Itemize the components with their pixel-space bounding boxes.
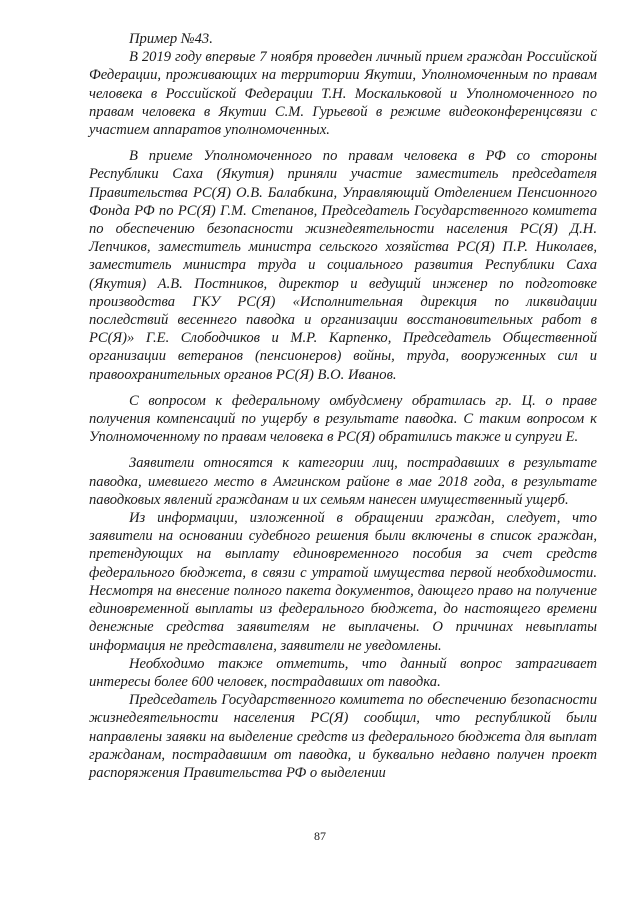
- document-body: [89, 30, 597, 782]
- page-number: 87: [314, 829, 326, 843]
- paragraph-5: Из информации, изложенной в обращении граждан, следует, что заявители на основании судебного решения были включены в список граждан, претендующих на выплату единовременного пособия за счет средств федерального бюджета, в связи с утратой имущества первой необходимости. Несмотря на внесение полного пакета документов, дающего право на получение единовременной выплаты из федерального бюджета, до настоящего времени денежные средства заявителям не выплачены. О причинах невыплаты информация не представлена, заявители не уведомлены.: [89, 510, 597, 654]
- paragraph-4: Заявители относятся к категории лиц, пострадавших в результате паводка, имевшего место в Амгинском районе в мае 2018 года, в результате паводковых явлений гражданам и их семьям нанесен имущественный ущерб.: [89, 455, 597, 508]
- paragraph-3: С вопросом к федеральному омбудсмену обратилась гр. Ц. о праве получения компенсаций по ущербу в результате паводка. С таким вопросом к Уполномоченному по правам человека в РС(Я) обратились также и супруги Е.: [89, 392, 597, 446]
- paragraph-6: Необходимо также отметить, что данный вопрос затрагивает интересы более 600 человек, пострадавших от паводка.: [89, 655, 597, 690]
- paragraph-1: В 2019 году впервые 7 ноября проведен личный прием граждан Российской Федерации, проживающих на территории Якутии, Уполномоченным по правам человека в Российской Федерации Т.Н. Москальковой и Уполномоченного по правам человека в Якутии С.М. Гурьевой в режиме видеоконференцсвязи с участием аппаратов уполномоченных.: [89, 49, 597, 139]
- example-heading: Пример №43.: [129, 31, 213, 47]
- paragraph-7: Председатель Государственного комитета по обеспечению безопасности жизнедеятельности населения РС(Я) сообщил, что республикой были направлены заявки на выделение средств из федерального бюджета для выплат гражданам, пострадавшим от паводка, и буквально недавно получен проект распоряжения Правительства РФ о выделении: [89, 692, 597, 781]
- paragraph-2: В приеме Уполномоченного по правам человека в РФ со стороны Республики Саха (Якутия) приняли участие заместитель председателя Правительства РС(Я) О.В. Балабкина, Управляющий Отделением Пенсионного Фонда РФ по РС(Я) Г.М. Степанов, Председатель Государственного комитета по обеспечению безопасности жизнедеятельности населения РС(Я) Д.Н. Лепчиков, заместитель министра сельского хозяйства РС(Я) П.Р. Николаев, заместитель министра труда и социального развития Республики Саха (Якутия) А.В. Постников, директор и ведущий инженер по подготовке производства ГКУ РС(Я) «Исполнительная дирекция по ликвидации последствий весеннего паводка и организации восстановительных работ в РС(Я)» Г.Е. Слободчиков и М.Р. Карпенко, Председатель Общественной организации ветеранов (пенсионеров) войны, труда, вооруженных сил и правоохранительных органов РС(Я) В.О. Иванов.: [89, 148, 597, 383]
